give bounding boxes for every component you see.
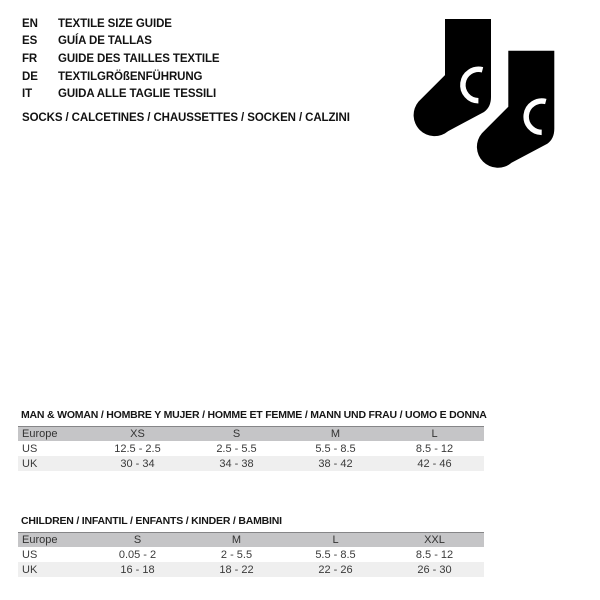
- language-code: FR: [22, 52, 38, 65]
- size-cell: 16 - 18: [120, 563, 155, 576]
- region-cell: UK: [22, 457, 38, 470]
- table-row-us: [18, 441, 484, 456]
- language-row-es: [22, 33, 220, 51]
- table-title-children: CHILDREN / INFANTIL / ENFANTS / KINDER / BAMBINI: [21, 515, 282, 527]
- size-cell: 38 - 42: [318, 457, 353, 470]
- size-cell: 2.5 - 5.5: [216, 442, 257, 455]
- language-list: [22, 15, 220, 103]
- language-code: DE: [22, 70, 38, 83]
- column-header-s: S: [232, 428, 241, 440]
- region-cell: US: [22, 442, 38, 455]
- size-cell: 8.5 - 12: [415, 548, 454, 561]
- column-header-s: S: [133, 534, 142, 546]
- language-label: TEXTILE SIZE GUIDE: [58, 17, 172, 30]
- language-label: GUÍA DE TALLAS: [58, 35, 152, 48]
- size-grid-adult: [18, 426, 484, 471]
- size-cell: 34 - 38: [219, 457, 254, 470]
- column-header-l: L: [431, 428, 438, 440]
- language-row-en: [22, 15, 220, 33]
- language-label: TEXTILGRÖßENFÜHRUNG: [58, 70, 203, 83]
- size-grid-children: [18, 532, 484, 577]
- language-label: GUIDA ALLE TAGLIE TESSILI: [58, 88, 217, 101]
- size-cell: 22 - 26: [318, 563, 353, 576]
- column-header-xxl: XXL: [424, 534, 445, 546]
- size-table-children: [18, 515, 484, 577]
- size-cell: 8.5 - 12: [415, 442, 454, 455]
- size-table-adult: [18, 409, 487, 471]
- language-code: ES: [22, 35, 38, 48]
- language-code: EN: [22, 17, 38, 30]
- language-code: IT: [22, 88, 33, 101]
- size-cell: 2 - 5.5: [220, 548, 253, 561]
- column-header-l: L: [332, 534, 339, 546]
- size-cell: 30 - 34: [120, 457, 155, 470]
- size-cell: 18 - 22: [219, 563, 254, 576]
- column-header-europe: Europe: [22, 428, 58, 440]
- language-row-fr: [22, 50, 220, 68]
- language-row-it: [22, 85, 220, 103]
- category-line: SOCKS / CALCETINES / CHAUSSETTES / SOCKEN / CALZINI: [22, 112, 350, 124]
- column-header-m: M: [330, 428, 341, 440]
- size-cell: 5.5 - 8.5: [315, 548, 356, 561]
- socks-icon: [400, 0, 580, 185]
- table-row-uk: [18, 562, 484, 577]
- size-cell: 0.05 - 2: [118, 548, 157, 561]
- table-row-uk: [18, 456, 484, 471]
- table-header-row: [18, 426, 484, 441]
- language-row-de: [22, 68, 220, 86]
- size-cell: 42 - 46: [417, 457, 452, 470]
- size-cell: 12.5 - 2.5: [114, 442, 161, 455]
- language-label: GUIDE DES TAILLES TEXTILE: [58, 52, 220, 65]
- column-header-xs: XS: [130, 428, 145, 440]
- column-header-m: M: [231, 534, 242, 546]
- size-cell: 26 - 30: [417, 563, 452, 576]
- column-header-europe: Europe: [22, 534, 58, 546]
- table-row-us: [18, 547, 484, 562]
- size-cell: 5.5 - 8.5: [315, 442, 356, 455]
- region-cell: UK: [22, 563, 38, 576]
- table-header-row: [18, 532, 484, 547]
- table-title-adult: MAN & WOMAN / HOMBRE Y MUJER / HOMME ET FEMME / MANN UND FRAU / UOMO E DONNA: [21, 409, 487, 421]
- region-cell: US: [22, 548, 38, 561]
